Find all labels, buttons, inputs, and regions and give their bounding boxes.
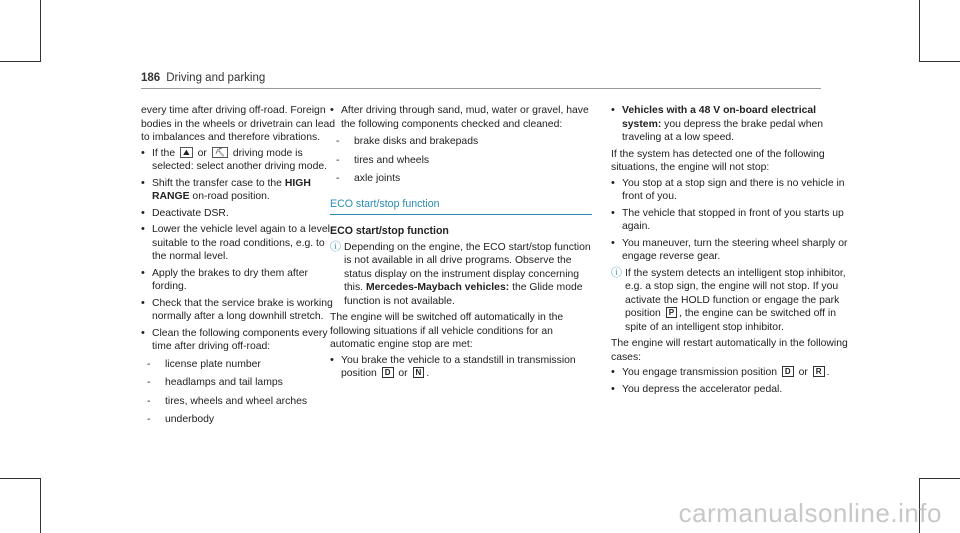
text: If the system detects an intelligent stop inhibitor, e.g. a stop sign, the engine will not stop. If you activate the HOLD function or engage the park position	[625, 267, 846, 319]
list-item: • Check that the service brake is working normally after a long downhill stretch.	[141, 297, 341, 324]
dash-item: - tires and wheels	[330, 154, 592, 168]
subsection-title: ECO start/stop function	[330, 225, 449, 237]
dash-item: - axle joints	[330, 172, 592, 186]
crop-mark	[0, 478, 41, 479]
section-rule	[330, 214, 592, 215]
gear-n-key: N	[413, 367, 425, 378]
text: Vehicles with a 48 V on-board electrical system:	[622, 105, 817, 130]
header-rule	[141, 88, 821, 89]
column-3	[611, 104, 851, 399]
list-item	[330, 354, 592, 381]
crop-mark	[919, 478, 960, 479]
crop-mark	[919, 0, 920, 62]
page-header	[141, 72, 265, 84]
list-item: • Apply the brakes to dry them after fording.	[141, 267, 341, 294]
dash-item: - license plate number	[141, 358, 341, 372]
list-item: • Lower the vehicle level again to a level suitable to the road conditions, e.g. to the normal level.	[141, 223, 341, 264]
crop-mark	[40, 0, 41, 62]
info-icon: ⓘ	[611, 266, 622, 279]
paragraph: The engine will be switched off automatically in the following situations if all vehicle conditions for an automatic engine stop are met:	[330, 312, 564, 350]
list-item: • Clean the following components every time after driving off-road:	[141, 327, 341, 354]
gear-p-key: P	[666, 307, 677, 318]
list-item	[141, 177, 341, 204]
text: Depending on the engine, the ECO start/stop function is not available in all drive programs. Observe the status display on the instrument display concerning this.	[344, 241, 591, 293]
paragraph: The engine will restart automatically in the following cases:	[611, 338, 848, 363]
column-2	[330, 104, 592, 384]
offroad-mode-icon: ⛏	[212, 147, 228, 158]
gear-d-key: D	[782, 366, 794, 377]
gear-r-key: R	[813, 366, 825, 377]
crop-mark	[0, 61, 41, 62]
crop-mark	[919, 61, 960, 62]
list-item: • Deactivate DSR.	[141, 207, 341, 221]
text: If the	[152, 147, 176, 159]
text: you depress the brake pedal when traveling at a low speed.	[622, 118, 824, 143]
info-note	[611, 267, 851, 335]
list-item: • You stop at a stop sign and there is no vehicle in front of you.	[611, 177, 851, 204]
text: or	[798, 367, 808, 378]
list-item: • You maneuver, turn the steering wheel sharply or engage reverse gear.	[611, 237, 851, 264]
intro-text: every time after driving off-road. Foreign bodies in the wheels or drivetrain can lead to imbalances and therefore vibrations.	[141, 105, 336, 143]
paragraph: If the system has detected one of the following situations, the engine will not stop:	[611, 148, 825, 173]
section-name: Driving and parking	[166, 72, 266, 84]
text: Mercedes-Maybach vehicles:	[365, 282, 510, 293]
dash-item: - brake disks and brakepads	[330, 135, 592, 149]
text: the Glide mode function is not available.	[344, 282, 583, 307]
list-item: • You depress the accelerator pedal.	[611, 383, 851, 397]
list-item	[141, 147, 341, 174]
dash-item: - headlamps and tail lamps	[141, 376, 341, 390]
dash-item: - tires, wheels and wheel arches	[141, 395, 341, 409]
text: Shift the transfer case to the	[152, 177, 282, 189]
text: .	[826, 367, 830, 378]
list-item: • After driving through sand, mud, water or gravel, have the following components checked and cleaned:	[330, 104, 592, 131]
text: or	[398, 368, 408, 379]
gear-d-key: D	[382, 367, 394, 378]
watermark: carmanualsonline.info	[678, 498, 942, 528]
list-item	[611, 366, 851, 380]
text: on-road position.	[192, 191, 270, 202]
text: You engage transmission position	[622, 367, 778, 378]
text: driving mode is selected: select another driving mode.	[152, 147, 328, 172]
dash-item: - underbody	[141, 413, 341, 427]
crop-mark	[40, 478, 41, 533]
page-number: 186	[141, 72, 161, 84]
high-range-label: HIGH RANGE	[152, 177, 311, 202]
section-title: ECO start/stop function	[330, 197, 440, 210]
text: , the engine can be switched off in spite of an intelligent stop inhibitor.	[625, 308, 836, 333]
text: You brake the vehicle to a standstill in transmission position	[341, 354, 576, 379]
column-1	[141, 104, 341, 432]
terrain-mode-icon: ⛰	[180, 147, 193, 158]
list-item	[611, 104, 851, 145]
text: .	[426, 368, 430, 379]
info-note	[330, 241, 592, 309]
text: or	[197, 147, 207, 159]
list-item: • The vehicle that stopped in front of you starts up again.	[611, 207, 851, 234]
info-icon: ⓘ	[330, 240, 341, 253]
